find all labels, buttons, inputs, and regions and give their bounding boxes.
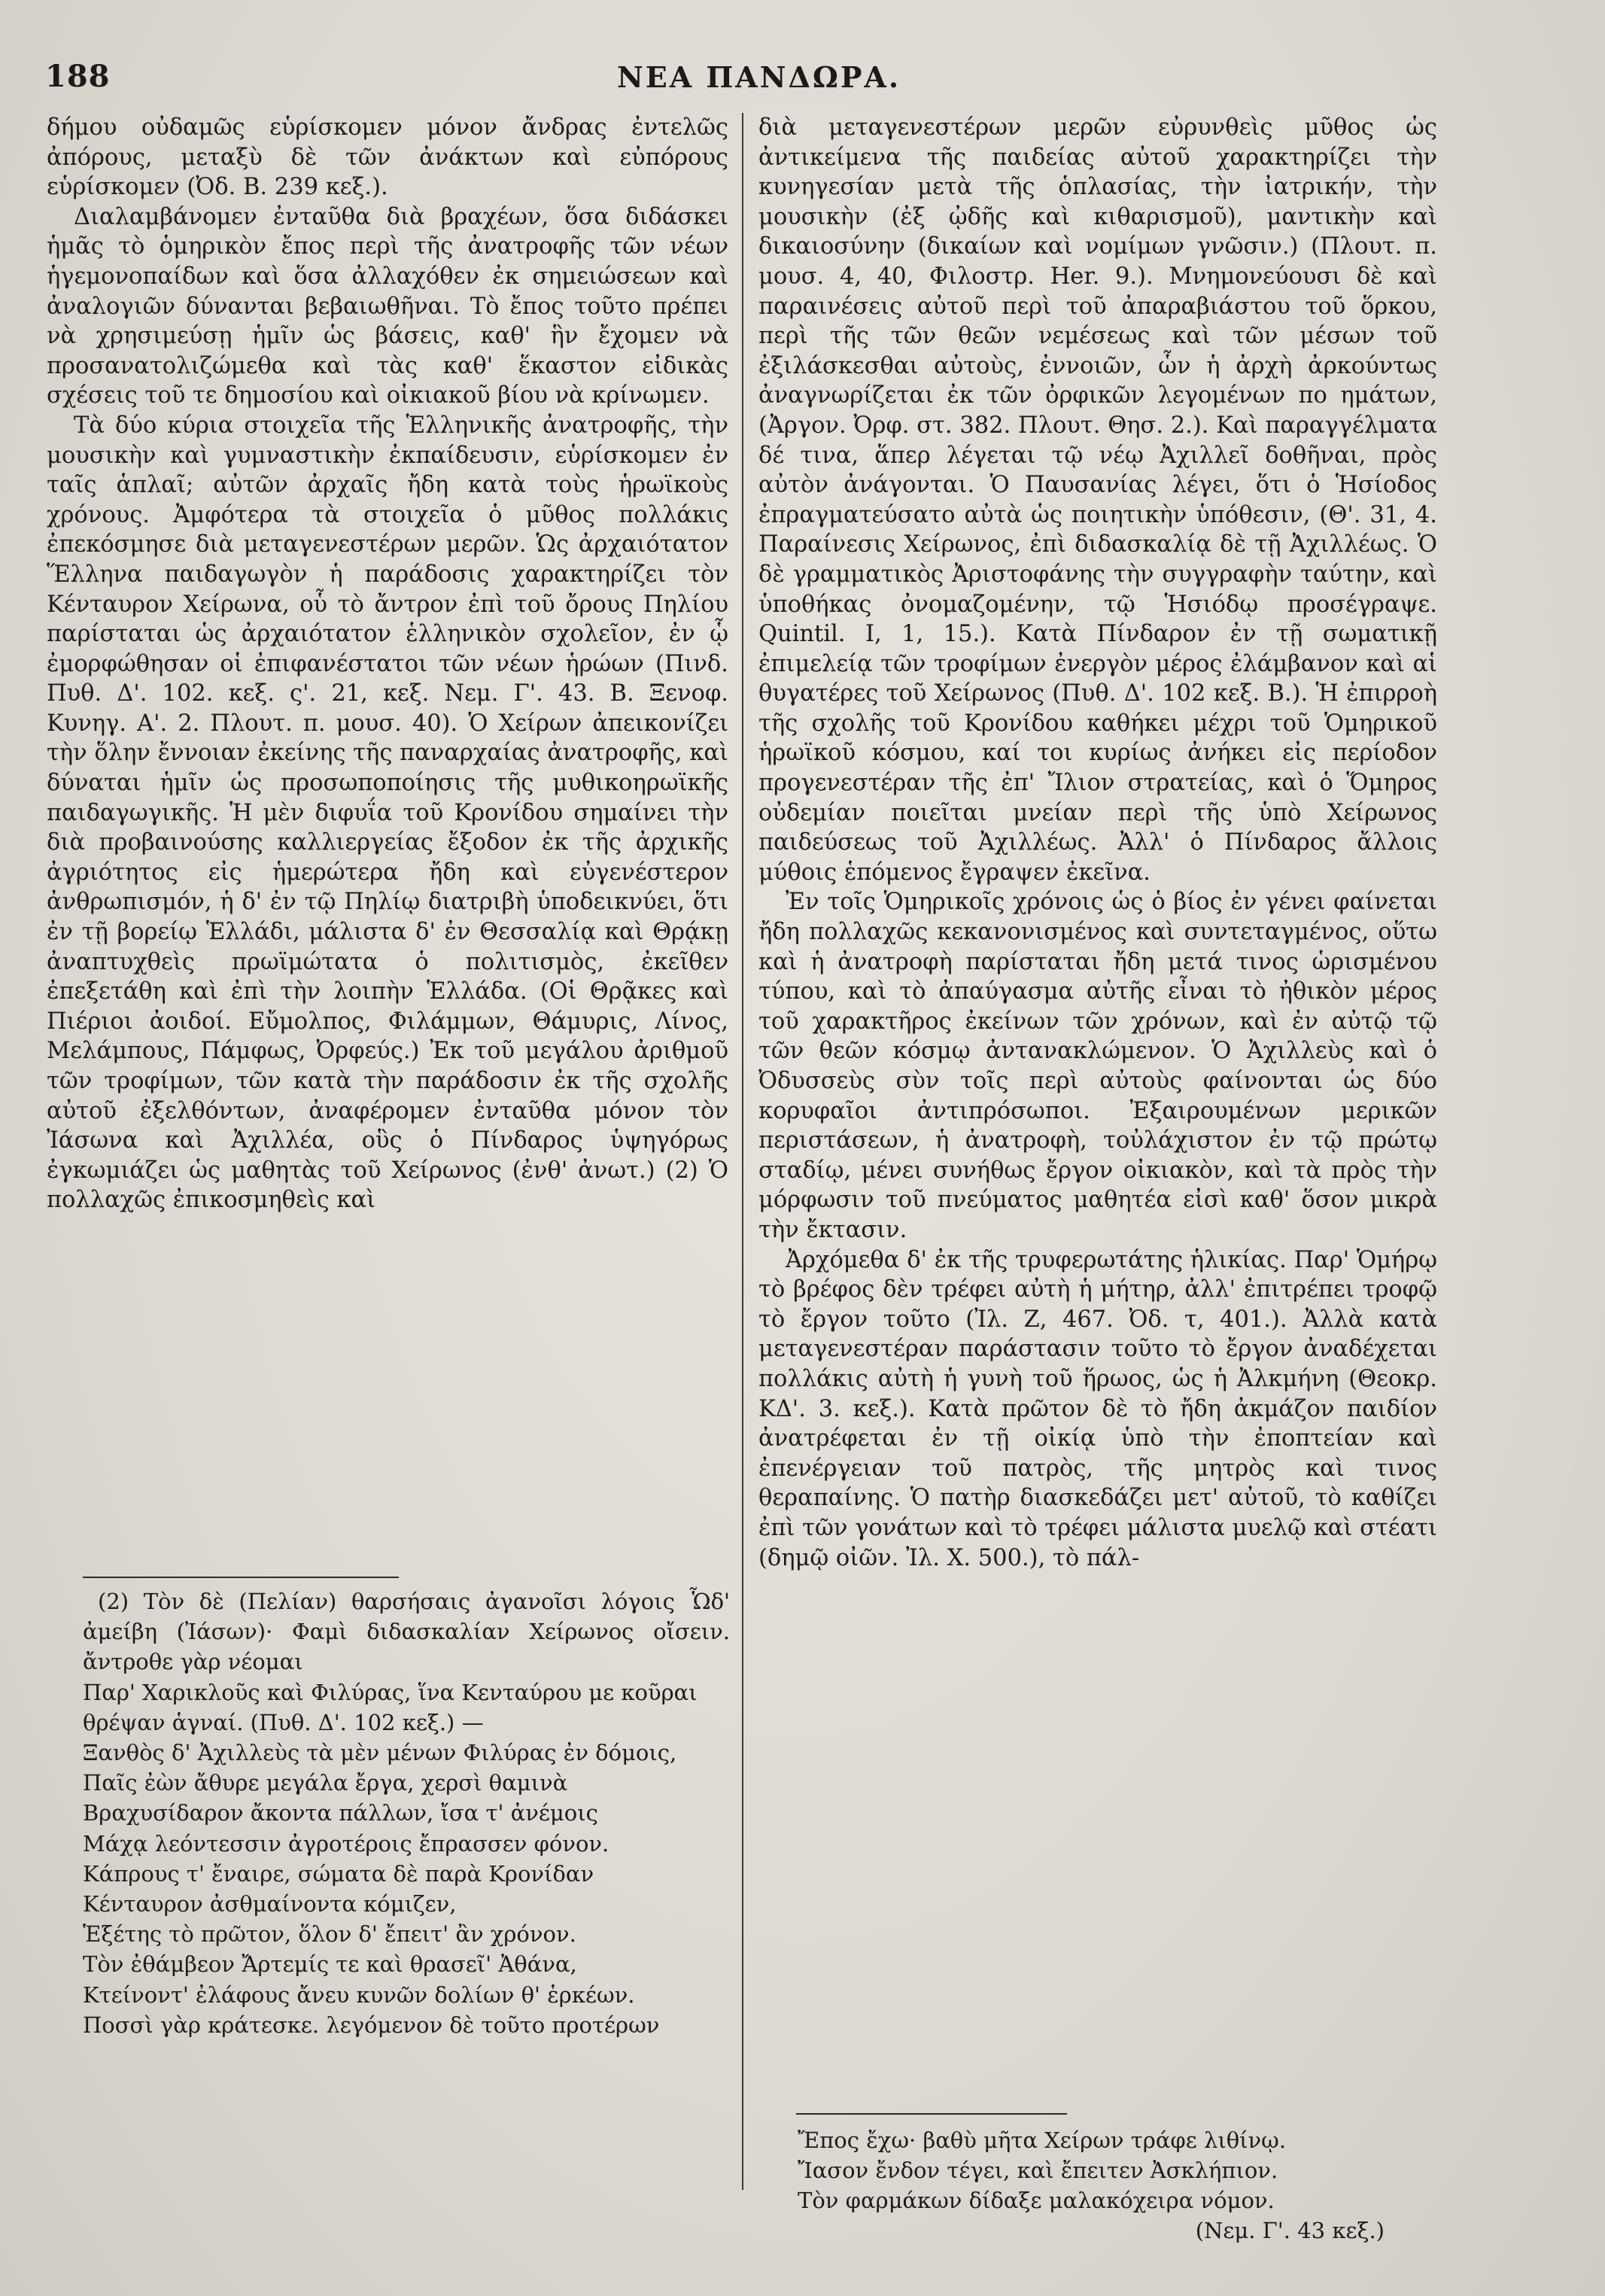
paragraph: Διαλαμβάνομεν ἐνταῦθα διὰ βραχέων, ὅσα διδάσκει ἡμᾶς τὸ ὁμηρικὸν ἔπος περὶ τῆς ἀνατροφῆς τῶν νέων ἡγεμονοπαίδων καὶ ὅσα ἀλλαχόθεν ἐκ σημειώσεων καὶ ἀναλογιῶν δύνανται βεβαιωθῆναι. Τὸ ἔπος τοῦτο πρέπει νὰ χρησιμεύσῃ ἡμῖν ὡς βάσεις, καθ' ἣν ἔχομεν νὰ προσανατολιζώμεθα καὶ τὰς καθ' ἕκαστον εἰδικὰς σχέσεις τοῦ τε δημοσίου καὶ οἰκιακοῦ βίου νὰ κρίνωμεν.	[47, 203, 728, 409]
footnote-line: (2) Τὸν δὲ (Πελίαν) θαρσήσαις ἀγανοῖσι λόγοις Ὧδ' ἀμείβη (Ἰάσων)· Φαμὶ διδασκαλίαν Χείρωνος οἴσειν. ἄντροθε γὰρ νέομαι	[83, 1589, 730, 1675]
running-title: ΝΕΑ ΠΑΝΔΩΡΑ.	[617, 60, 901, 94]
paragraph: Ἐν τοῖς Ὁμηρικοῖς χρόνοις ὡς ὁ βίος ἐν γένει φαίνεται ἤδη πολλαχῶς κεκανονισμένος καὶ συντεταγμένος, οὕτω καὶ ἡ ἀνατροφὴ παρίσταται ἤδη μετά τινος ὡρισμένου τύπου, καὶ τὸ ἀπαύγασμα αὐτῆς εἶναι τὸ ἠθικὸν μέρος τοῦ χαρακτῆρος ἐκείνων τῶν χρόνων, καὶ ἐν αὐτῷ τῷ τῶν θεῶν κόσμῳ ἀντανακλώμενον. Ὁ Ἀχιλλεὺς καὶ ὁ Ὀδυσσεὺς σὺν τοῖς περὶ αὐτοὺς φαίνονται ὡς δύο κορυφαῖοι ἀντιπρόσωποι. Ἐξαιρουμένων μερικῶν περιστάσεων, ἡ ἀνατροφὴ, τοὐλάχιστον ἐν τῷ πρώτῳ σταδίῳ, μένει συνήθως ἔργον οἰκιακὸν, καὶ τὰ πρὸς τὴν μόρφωσιν τοῦ πνεύματος μαθητέα εἰσὶ καθ' ὅσον μικρὰ τὴν ἔκτασιν.	[758, 889, 1437, 1243]
footnote-line: Μάχᾳ λεόντεσσιν ἀγροτέροις ἔπρασσεν φόνον.	[83, 1830, 609, 1857]
footnote-citation: (Νεμ. Γ'. 43 κεξ.)	[1195, 2218, 1385, 2243]
paragraph: Τὰ δύο κύρια στοιχεῖα τῆς Ἑλληνικῆς ἀνατροφῆς, τὴν μουσικὴν καὶ γυμναστικὴν ἐκπαίδευσιν, εὑρίσκομεν ἐν ταῖς ἁπλαῖ; αὐτῶν ἀρχαῖς ἤδη κατὰ τοὺς ἡρωϊκοὺς χρόνους. Ἀμφότερα τὰ στοιχεῖα ὁ μῦθος πολλάκις ἐπεκόσμησε διὰ μεταγενεστέρων μερῶν. Ὡς ἀρχαιότατον Ἕλληνα παιδαγωγὸν ἡ παράδοσις χαρακτηρίζει τὸν Κένταυρον Χείρωνα, οὗ τὸ ἄντρον ἐπὶ τοῦ ὄρους Πηλίου παρίσταται ὡς ἀρχαιότατον ἑλληνικὸν σχολεῖον, ἐν ᾧ ἐμορφώθησαν οἱ ἐπιφανέστατοι τῶν νέων ἡρώων (Πινδ. Πυθ. Δ'. 102. κεξ. ς'. 21, κεξ. Νεμ. Γ'. 43. Β. Ξενοφ. Κυνηγ. Α'. 2. Πλουτ. π. μουσ. 40). Ὁ Χείρων ἀπεικονίζει τὴν ὅλην ἔννοιαν ἐκείνης τῆς παναρχαίας ἀνατροφῆς, καὶ δύναται ἡμῖν ὡς προσωποποίησις τῆς μυθικοηρωϊκῆς παιδαγωγικῆς. Ἡ μὲν διφυΐα τοῦ Κρονίδου σημαίνει τὴν διὰ προβαινούσης καλλιεργείας ἔξοδον ἐκ τῆς ἀρχικῆς ἀγριότητος εἰς ἡμερώτερα ἤδη καὶ εὐγενέστερον ἀνθρωπισμόν, ἡ δ' ἐν τῷ Πηλίῳ διατριβὴ ὑποδεικνύει, ὅτι ἐν τῇ βορείῳ Ἑλλάδι, μάλιστα δ' ἐν Θεσσαλίᾳ καὶ Θρᾴκῃ ἀναπτυχθεὶς πρωϊμώτατα ὁ πολιτισμὸς, ἐκεῖθεν ἐπεξετάθη καὶ ἐπὶ τὴν λοιπὴν Ἑλλάδα. (Οἱ Θρᾷκες καὶ Πιέριοι ἀοιδοί. Εὔμολπος, Φιλάμμων, Θάμυρις, Λίνος, Μελάμπους, Πάμφως, Ὀρφεύς.) Ἐκ τοῦ μεγάλου ἀριθμοῦ τῶν τροφίμων, τῶν κατὰ τὴν παράδοσιν ἐκ τῆς σχολῆς αὐτοῦ ἐξελθόντων, ἀναφέρομεν ἐνταῦθα μόνον τὸν Ἰάσωνα καὶ Ἀχιλλέα, οὓς ὁ Πίνδαρος ὑψηγόρως ἐγκωμιάζει ὡς μαθητὰς τοῦ Χείρωνος (ἐνθ' ἀνωτ.) (2) Ὁ πολλαχῶς ἐπικοσμηθεὶς καὶ	[47, 412, 728, 1214]
footnote-rule	[796, 2113, 1067, 2115]
footnote-line: Παῖς ἐὼν ἄθυρε μεγάλα ἔργα, χερσὶ θαμινὰ	[83, 1770, 568, 1796]
footnote-rule	[83, 1577, 399, 1578]
paragraph: Ἀρχόμεθα δ' ἐκ τῆς τρυφερωτάτης ἡλικίας. Παρ' Ὁμήρῳ τὸ βρέφος δὲν τρέφει αὐτὴ ἡ μήτηρ, ἀλλ' ἐπιτρέπει τροφῷ τὸ ἔργον τοῦτο (Ἰλ. Ζ, 467. Ὀδ. τ, 401.). Ἀλλὰ κατὰ μεταγενεστέραν παράστασιν τοῦτο τὸ ἔργον ἀναδέχεται πολλάκις αὐτὴ ἡ γυνὴ τοῦ ἥρωος, ὡς ἡ Ἀλκμήνη (Θεοκρ. ΚΔ'. 3. κεξ.). Κατὰ πρῶτον δὲ τὸ ἤδη ἀκμάζον παιδίον ἀνατρέφεται ἐν τῇ οἰκίᾳ ὑπὸ τὴν ἐποπτείαν καὶ ἐπενέργειαν τοῦ πατρὸς, τῆς μητρὸς καὶ τινος θεραπαίνης. Ὁ πατὴρ διασκεδάζει μετ' αὐτοῦ, τὸ καθίζει ἐπὶ τῶν γονάτων καὶ τὸ τρέφει μάλιστα μυελῷ καὶ στέατι (δημῷ οἰῶν. Ἰλ. Χ. 500.), τὸ πάλ-	[758, 1246, 1437, 1571]
footnote-line: Παρ' Χαρικλοῦς καὶ Φιλύρας, ἵνα Κενταύρου με κοῦραι θρέψαν ἁγναί. (Πυθ. Δ'. 102 κεξ.) —	[83, 1679, 698, 1735]
footnote-line: Ἔπος ἔχω· βαθὺ μῆτα Χείρων τράφε λιθίνῳ.	[798, 2127, 1287, 2153]
footnote-line: Τὸν φαρμάκων δίδαξε μαλακόχειρα νόμον.	[798, 2188, 1275, 2213]
paragraph: δήμου οὐδαμῶς εὑρίσκομεν μόνον ἄνδρας ἐντελῶς ἀπόρους, μεταξὺ δὲ τῶν ἀνάκτων καὶ εὐπόρους εὑρίσκομεν (Ὀδ. Β. 239 κεξ.).	[47, 114, 728, 201]
paragraph: διὰ μεταγενεστέρων μερῶν εὐρυνθεὶς μῦθος ὡς ἀντικείμενα τῆς παιδείας αὐτοῦ χαρακτηρίζει τὴν κυνηγεσίαν μετὰ τῆς ὁπλασίας, τὴν ἰατρικήν, τὴν μουσικὴν (ἐξ ᾠδῆς καὶ κιθαρισμοῦ), μαντικὴν καὶ δικαιοσύνην (δικαίων καὶ νομίμων γνῶσιν.) (Πλουτ. π. μουσ. 4, 40, Φιλοστρ. Her. 9.). Μνημονεύουσι δὲ καὶ παραινέσεις αὐτοῦ περὶ τοῦ ἀπαραβιάστου τοῦ ὅρκου, περὶ τῆς τῶν θεῶν νεμέσεως καὶ τῶν μέσων τοῦ ἐξιλάσκεσθαι αὐτοὺς, ἐννοιῶν, ὧν ἡ ἀρχὴ ἀρκούντως ἀναγνωρίζεται ἐκ τῶν ὀρφικῶν λεγομένων πο ημάτων, (Ἀργον. Ὀρφ. στ. 382. Πλουτ. Θησ. 2.). Καὶ παραγγέλματα δέ τινα, ἅπερ λέγεται τῷ νέῳ Ἀχιλλεῖ δοθῆναι, πρὸς αὐτὸν ἀνάγονται. Ὁ Παυσανίας λέγει, ὅτι ὁ Ἡσίοδος ἐπραγματεύσατο αὐτὰ ὡς ποιητικὴν ὑπόθεσιν, (Θ'. 31, 4. Παραίνεσις Χείρωνος, ἐπὶ διδασκαλίᾳ δὲ τῇ Ἀχιλλέως. Ὁ δὲ γραμματικὸς Ἀριστοφάνης τὴν συγγραφὴν ταύτην, καὶ ὑποθήκας ὀνομαζομένην, τῷ Ἡσιόδῳ προσέγραψε. Quintil. I, 1, 15.). Κατὰ Πίνδαρον ἐν τῇ σωματικῇ ἐπιμελείᾳ τῶν τροφίμων ἐνεργὸν μέρος ἐλάμβανον καὶ αἱ θυγατέρες τοῦ Χείρωνος (Πυθ. Δ'. 102 κεξ. Β.). Ἡ ἐπιρροὴ τῆς σχολῆς τοῦ Κρονίδου καθήκει μέχρι τοῦ Ὁμηρικοῦ ἡρωϊκοῦ κόσμου, καί τοι κυρίως ἀνήκει εἰς περίοδον προγενεστέραν τῆς ἐπ' Ἴλιον στρατείας, καὶ ὁ Ὅμηρος οὐδεμίαν ποιεῖται μνείαν περὶ τῆς ὑπὸ Χείρωνος παιδεύσεως τοῦ Ἀχιλλέως. Ἀλλ' ὁ Πίνδαρος ἄλλοις μύθοις ἑπόμενος ἔγραψεν ἐκεῖνα.	[758, 114, 1437, 886]
footnote-line: Ξανθὸς δ' Ἀχιλλεὺς τὰ μὲν μένων Φιλύρας ἐν δόμοις,	[83, 1740, 677, 1766]
column-divider	[742, 113, 743, 2190]
footnote-line: Ἑξέτης τὸ πρῶτον, ὅλον δ' ἔπειτ' ἂν χρόνον.	[83, 1921, 576, 1948]
left-column	[47, 113, 728, 1215]
footnote-line: Κένταυρον ἀσθμαίνοντα κόμιζεν,	[83, 1891, 457, 1917]
page-header	[45, 59, 1422, 104]
right-footnote	[798, 2125, 1437, 2246]
footnote-line: Κτείνοντ' ἐλάφους ἄνευ κυνῶν δολίων θ' ἑρκέων.	[83, 1981, 635, 2008]
footnote-line: Βραχυσίδαρον ἄκοντα πάλλων, ἴσα τ' ἀνέμοις	[83, 1800, 598, 1826]
footnote-line: Τὸν ἐθάμβεον Ἄρτεμίς τε καὶ θρασεῖ' Ἀθάνα,	[83, 1951, 577, 1978]
right-column	[758, 113, 1437, 1573]
footnote-line: Ποσσὶ γὰρ κράτεσκε. λεγόμενον δὲ τοῦτο προτέρων	[83, 2012, 660, 2038]
footnote-line: Ἴασον ἔνδον τέγει, καὶ ἔπειτεν Ἀσκλήπιον.	[798, 2158, 1278, 2183]
page-number: 188	[45, 59, 111, 94]
left-footnote	[83, 1586, 730, 2040]
footnote-line: Κάπρους τ' ἔναιρε, σώματα δὲ παρὰ Κρονίδαν	[83, 1860, 594, 1887]
